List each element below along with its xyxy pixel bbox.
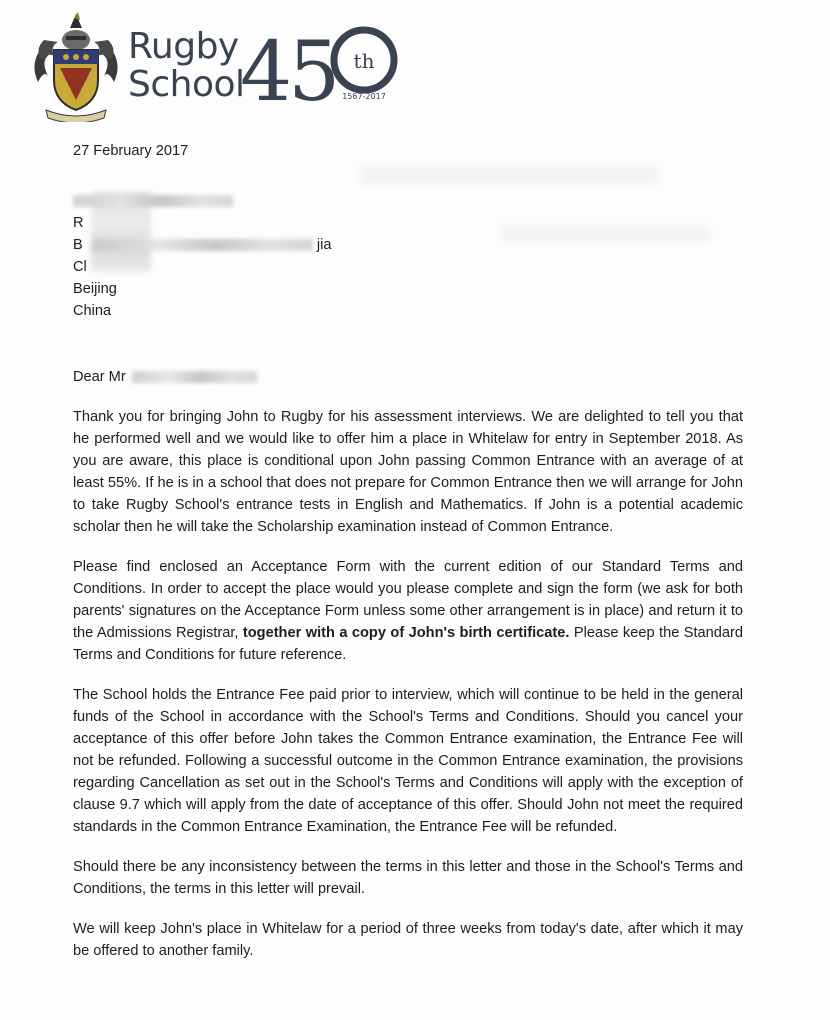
- anniversary-logo: [240, 22, 400, 112]
- address-line-text: jia: [316, 237, 332, 253]
- address-line: [73, 212, 743, 234]
- address-line: [73, 278, 743, 300]
- paragraph-text: Please find enclosed an Acceptance Form with the current edition of our Standard Terms and Conditions. In order to accept the place would you please complete and sign the form (we ask for both parents' signatures on the Acceptance Form unless some other arrangement is in place) and return it to the Admissions Registrar,: [73, 559, 743, 641]
- address-line-text: Beijing: [73, 281, 117, 297]
- letter-body: [73, 140, 743, 962]
- recipient-address: [73, 190, 743, 322]
- redaction: [93, 239, 313, 251]
- paragraph-offer: Thank you for bringing John to Rugby for his assessment interviews. We are delighted to tell you that he performed well and we would like to offer him a place in Whitelaw for entry in September 2018. As you are aware, this place is conditional upon John passing Common Entrance with an average of at least 55%. If he is in a school that does not prepare for Common Entrance then we will arrange for John to take Rugby School's entrance tests in English and Mathematics. If John is a potential academic scholar then he will take the Scholarship examination instead of Common Entrance.: [73, 409, 743, 535]
- paragraph-acceptance: [73, 556, 743, 666]
- address-line-text: China: [73, 303, 112, 319]
- paragraph-inconsistency: Should there be any inconsistency between the terms in this letter and those in the School's Terms and Conditions, the terms in this letter will prevail.: [73, 859, 743, 897]
- anniversary-years: 1567-2017: [342, 92, 386, 101]
- paragraph-emphasis: together with a copy of John's birth certificate.: [242, 625, 570, 641]
- letter-date: 27 February 2017: [73, 143, 189, 159]
- address-line: [73, 256, 743, 278]
- address-line-text: B: [73, 237, 83, 253]
- school-name-line2: School: [128, 64, 245, 105]
- salutation-text: Dear Mr: [73, 369, 126, 385]
- paragraph-place-held: We will keep John's place in Whitelaw for a period of three weeks from today's date, after which it may be offered to another family.: [73, 921, 743, 959]
- address-line-text: R: [73, 215, 84, 231]
- school-crest-icon: [30, 10, 122, 122]
- anniversary-number: 45: [240, 25, 337, 112]
- address-line: [73, 300, 743, 322]
- paragraph-entrance-fee: The School holds the Entrance Fee paid prior to interview, which will continue to be held in the general funds of the School in accordance with the School's Terms and Conditions. Should you cancel your acceptance of this offer before John takes the Common Entrance examination, the Entrance Fee will not be refunded. Following a successful outcome in the Common Entrance examination, the provisions regarding Cancellation as set out in the School's Terms and Conditions will apply with the exception of clause 9.7 which will apply from the date of acceptance of this offer. Should John not meet the required standards in the Common Entrance Examination, the Entrance Fee will be refunded.: [73, 687, 743, 835]
- paragraph-text: Please keep the Standard Terms and Conditions for future reference.: [73, 625, 743, 663]
- address-line: [73, 190, 743, 212]
- salutation: [73, 366, 743, 388]
- redaction: [73, 195, 233, 207]
- redaction: [132, 371, 257, 383]
- school-name-line1: Rugby: [128, 26, 239, 67]
- anniversary-suffix: th: [353, 49, 375, 73]
- school-name: [128, 28, 245, 104]
- address-line-text: Cl: [73, 259, 87, 275]
- address-line: [73, 234, 743, 256]
